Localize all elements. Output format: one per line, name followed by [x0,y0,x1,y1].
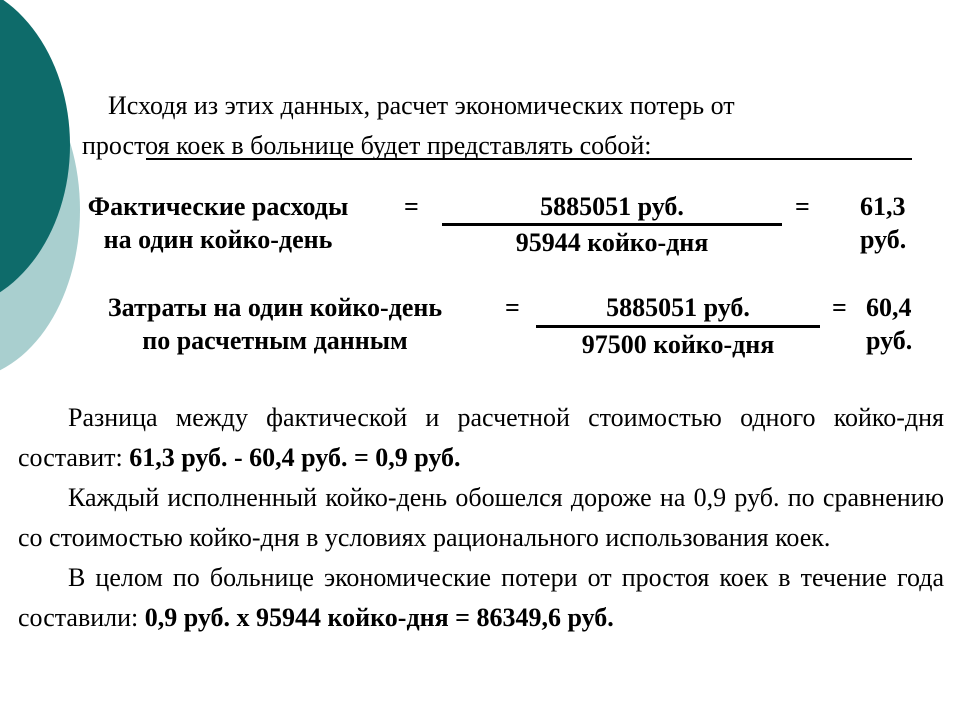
formula-1-result-value: 61,3 [860,192,906,221]
formula-2-label-line-1: Затраты на один койко-день [107,293,443,322]
formula-1-fraction-bar [442,223,782,226]
formula-2-label [62,291,488,357]
formula-2-equals-2: = [832,293,847,322]
paragraph-3-text: В целом по больнице экономические потери от простоя коек в течение года составили: [18,563,944,632]
formula-2-result [866,291,912,357]
intro-text [82,86,912,166]
intro-underline [146,158,912,160]
paragraph-each-bed-day: Каждый исполненный койко-день обошелся дороже на 0,9 руб. по сравнению со стоимостью койко-дня в условиях рационального использования коек. [18,483,944,552]
formula-1-denominator: 95944 койко-дня [515,228,709,257]
intro-line-1: Исходя из этих данных, расчет экономических потерь от [108,91,735,120]
formula-1-label-line-2: на один койко-день [103,225,333,254]
formula-2-equals-1: = [505,293,520,322]
formula-2-result-unit: руб. [866,326,913,355]
formula-1-numerator: 5885051 руб. [540,192,684,221]
conclusion-text [18,398,944,638]
formula-1-equals-2: = [795,192,810,221]
paragraph-1-bold: 61,3 руб. - 60,4 руб. = 0,9 руб. [129,443,461,472]
paragraph-1-text: Разница между фактической и расчетной стоимостью одного койко-дня составит: [18,403,944,472]
intro-line-2: простоя коек в больнице будет представлять собой: [82,131,652,160]
formula-2-label-line-2: по расчетным данным [142,326,408,355]
paragraph-3-bold: 0,9 руб. х 95944 койко-дня = 86349,6 руб. [144,603,614,632]
formula-1-label [50,190,386,256]
formula-2-fraction-bar [536,325,820,328]
formula-1-equals-1: = [404,192,419,221]
formula-1-label-line-1: Фактические расходы [87,192,349,221]
formula-2-result-value: 60,4 [866,293,912,322]
formula-2-denominator: 97500 койко-дня [581,330,775,359]
formula-1-result [860,190,906,256]
formula-2-numerator: 5885051 руб. [606,293,750,322]
formula-1-result-unit: руб. [860,225,907,254]
paragraph-total-losses [18,558,944,638]
paragraph-difference [18,398,944,478]
